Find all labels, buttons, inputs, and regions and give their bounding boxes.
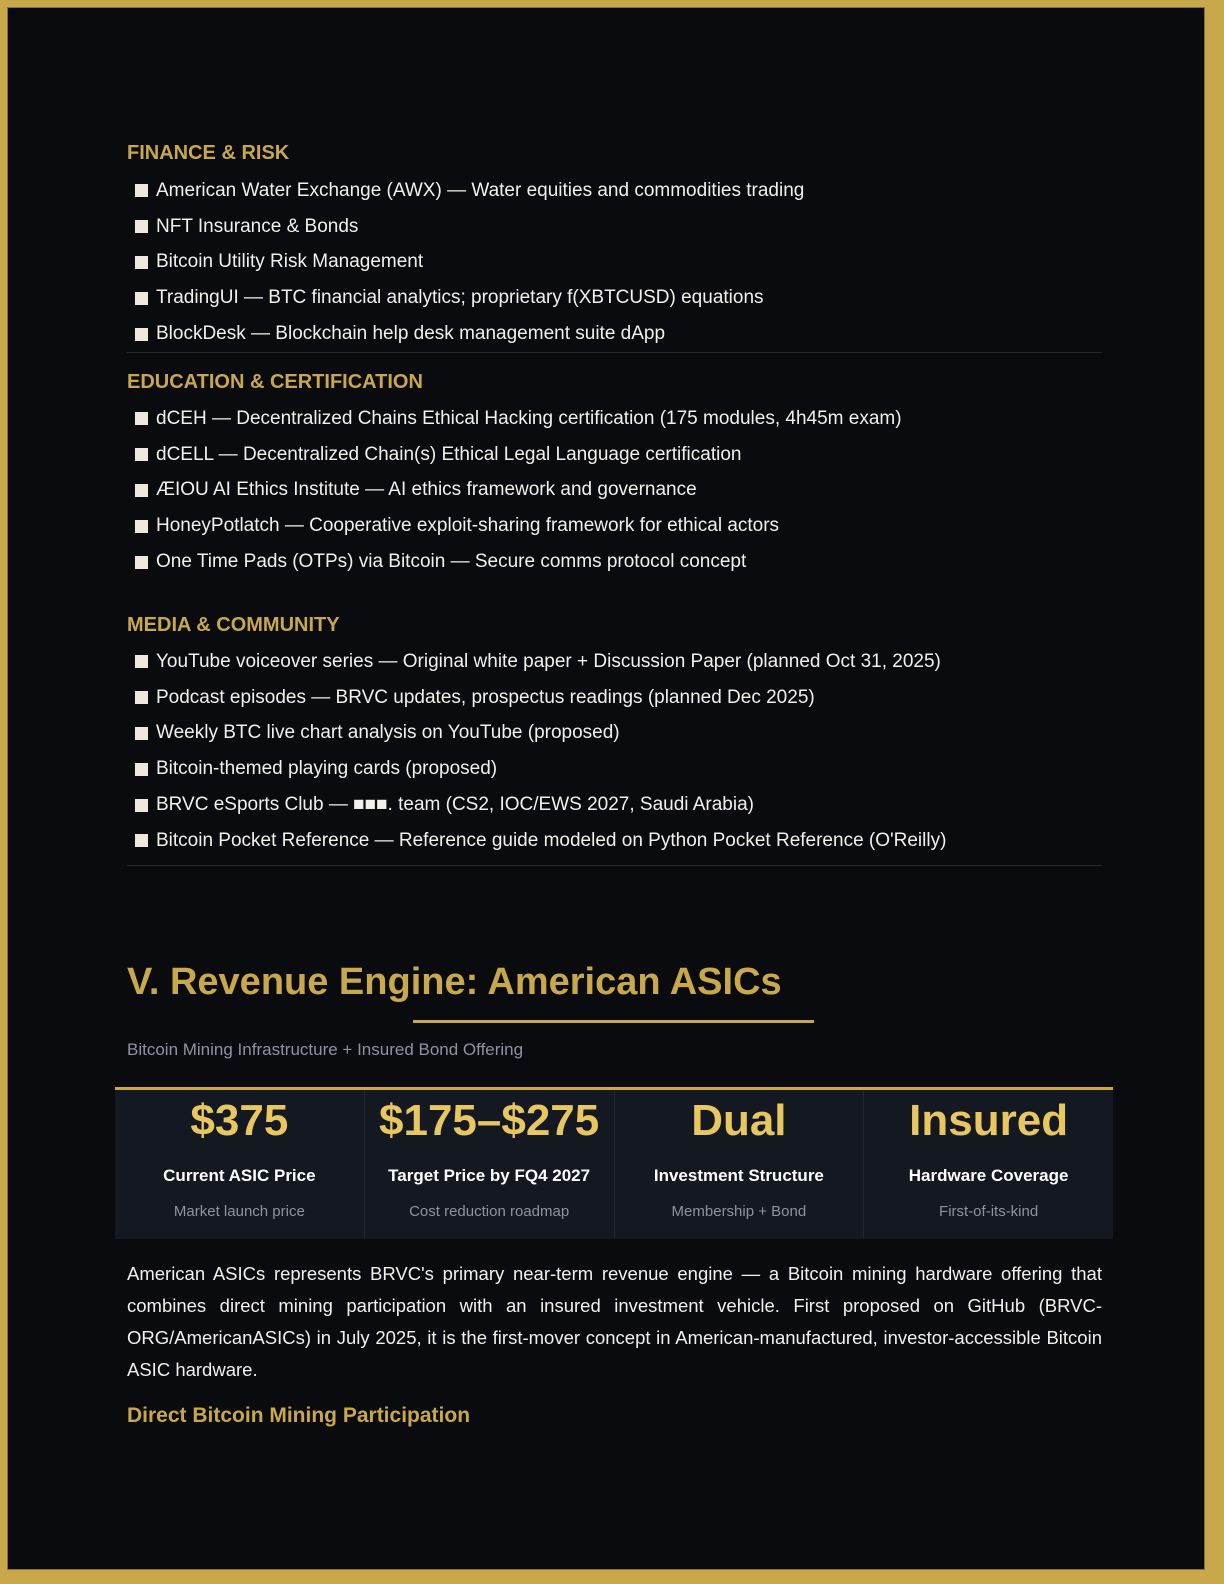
media-list [135, 644, 946, 859]
section-heading-finance: FINANCE & RISK [127, 142, 290, 164]
list-item: Bitcoin Utility Risk Management [135, 245, 804, 281]
list-item: HoneyPotlatch — Cooperative exploit-sharing framework for ethical actors [135, 508, 902, 544]
bullet-square-icon [135, 799, 148, 812]
stat-value: $375 [190, 1096, 289, 1145]
stat-label: Hardware Coverage [908, 1166, 1069, 1185]
list-item: Podcast episodes — BRVC updates, prospectus readings (planned Dec 2025) [135, 680, 946, 716]
list-item: TradingUI — BTC financial analytics; proprietary f(XBTCUSD) equations [135, 280, 804, 316]
list-item: YouTube voiceover series — Original white paper + Discussion Paper (planned Oct 31, 2025) [135, 644, 946, 680]
section-heading-media: MEDIA & COMMUNITY [127, 614, 340, 636]
bullet-square-icon [135, 328, 148, 341]
list-item: NFT Insurance & Bonds [135, 209, 804, 245]
bullet-square-icon [135, 520, 148, 533]
finance-list [135, 173, 804, 352]
stat-desc: First-of-its-kind [939, 1203, 1039, 1220]
bullet-square-icon [135, 412, 148, 425]
divider [127, 352, 1102, 353]
list-item: One Time Pads (OTPs) via Bitcoin — Secure comms protocol concept [135, 544, 902, 580]
list-item: BRVC eSports Club — ■■■. team (CS2, IOC/EWS 2027, Saudi Arabia) [135, 787, 946, 823]
bullet-square-icon [135, 834, 148, 847]
divider [127, 865, 1102, 866]
bullet-square-icon [135, 220, 148, 233]
education-list [135, 401, 902, 580]
stat-card-structure [615, 1090, 865, 1239]
stat-card-price [115, 1090, 365, 1239]
stat-value: Dual [691, 1096, 787, 1145]
stats-row [115, 1087, 1113, 1239]
bullet-square-icon [135, 256, 148, 269]
stat-desc: Membership + Bond [671, 1203, 807, 1220]
list-item: ÆIOU AI Ethics Institute — AI ethics framework and governance [135, 473, 902, 509]
bullet-square-icon [135, 556, 148, 569]
stat-card-coverage [864, 1090, 1113, 1239]
list-item: Bitcoin-themed playing cards (proposed) [135, 751, 946, 787]
stat-card-target [365, 1090, 615, 1239]
bullet-square-icon [135, 484, 148, 497]
list-item: dCEH — Decentralized Chains Ethical Hacking certification (175 modules, 4h45m exam) [135, 401, 902, 437]
stat-label: Target Price by FQ4 2027 [388, 1166, 591, 1185]
document-page [7, 7, 1205, 1570]
body-paragraph: American ASICs represents BRVC's primary near-term revenue engine — a Bitcoin mining hardware offering that combines direct mining participation with an insured investment vehicle. First proposed on GitHub (BRVC-ORG/AmericanASICs) in July 2025, it is the first-mover concept in American-manufactured, investor-accessible Bitcoin ASIC hardware. [127, 1263, 1102, 1380]
bullet-square-icon [135, 763, 148, 776]
stat-value: $175–$275 [379, 1096, 600, 1145]
list-item: American Water Exchange (AWX) — Water equities and commodities trading [135, 173, 804, 209]
bullet-square-icon [135, 448, 148, 461]
bullet-square-icon [135, 691, 148, 704]
bullet-square-icon [135, 655, 148, 668]
title-underline [413, 1020, 814, 1023]
section-title: V. Revenue Engine: American ASICs [127, 961, 782, 1003]
list-item: Weekly BTC live chart analysis on YouTube (proposed) [135, 716, 946, 752]
subheading: Direct Bitcoin Mining Participation [127, 1404, 471, 1427]
stat-desc: Market launch price [173, 1203, 305, 1220]
list-item: dCELL — Decentralized Chain(s) Ethical Legal Language certification [135, 437, 902, 473]
stat-label: Current ASIC Price [163, 1166, 316, 1185]
list-item: Bitcoin Pocket Reference — Reference guide modeled on Python Pocket Reference (O'Reilly) [135, 823, 946, 859]
stat-desc: Cost reduction roadmap [409, 1203, 570, 1220]
bullet-square-icon [135, 184, 148, 197]
stat-label: Investment Structure [653, 1166, 824, 1185]
bullet-square-icon [135, 727, 148, 740]
list-item: BlockDesk — Blockchain help desk management suite dApp [135, 316, 804, 352]
section-heading-education: EDUCATION & CERTIFICATION [127, 371, 423, 393]
bullet-square-icon [135, 292, 148, 305]
stat-value: Insured [909, 1096, 1069, 1145]
section-subtitle: Bitcoin Mining Infrastructure + Insured Bond Offering [127, 1040, 524, 1059]
